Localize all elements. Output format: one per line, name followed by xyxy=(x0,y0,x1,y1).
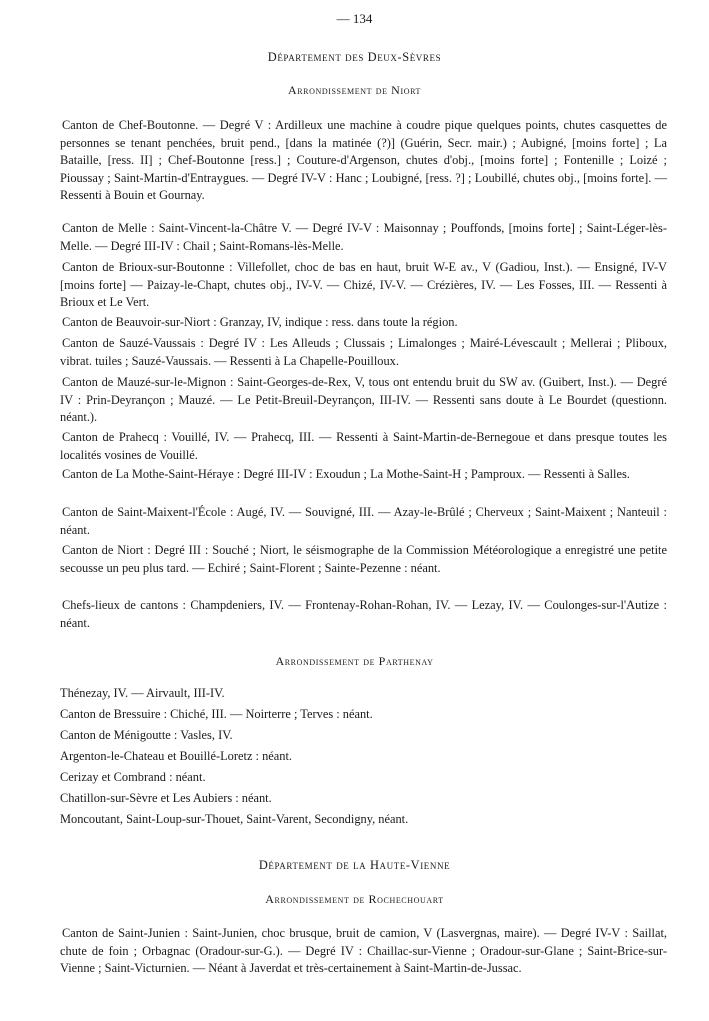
line-menigoutte: Canton de Ménigoutte : Vasles, IV. xyxy=(60,728,233,742)
paragraph-mauze: Canton de Mauzé-sur-le-Mignon : Saint-Georges-de-Rex, V, tous ont entendu bruit du SW av. (Guibert, Inst.). — Degré IV : Prin-Deyrançon ; Mauzé. — Le Petit-Breuil-Deyrançon, III-IV. — Ressenti sans doute à Le Bourdet (questionn. néant.). xyxy=(60,375,667,425)
department-heading-haute-vienne: Département de la Haute-Vienne xyxy=(258,858,451,872)
paragraph-brioux: Canton de Brioux-sur-Boutonne : Villefollet, choc de bas en haut, bruit W-E av., V (Gadiou, Inst.). — Ensigné, IV-V [moins forte] — Paizay-le-Chapt, chutes obj., IV-V. — Chizé, IV-V. — Crézières, IV. — Les Fosses, III. — Ressenti à Brioux et Le Vert. xyxy=(60,260,667,310)
paragraph-melle: Canton de Melle : Saint-Vincent-la-Châtre V. — Degré IV-V : Maisonnay ; Pouffonds, [moins forte] ; Saint-Léger-lès-Melle. — Degré III-IV : Chail ; Saint-Romans-lès-Melle. xyxy=(60,221,667,253)
paragraph-la-mothe: Canton de La Mothe-Saint-Héraye : Degré III-IV : Exoudun ; La Mothe-Saint-H ; Pamproux. — Ressenti à Salles. xyxy=(62,467,630,481)
arrondissement-heading-niort: Arrondissement de Niort xyxy=(287,83,422,97)
paragraph-chefs-lieux: Chefs-lieux de cantons : Champdeniers, IV. — Frontenay-Rohan-Rohan, IV. — Lezay, IV. — Coulonges-sur-l'Autize : néant. xyxy=(60,598,667,630)
paragraph-prahecq: Canton de Prahecq : Vouillé, IV. — Prahecq, III. — Ressenti à Saint-Martin-de-Bernegoue et dans presque toutes les localités vosines de Vouillé. xyxy=(60,430,667,462)
paragraph-beauvoir: Canton de Beauvoir-sur-Niort : Granzay, IV, indique : ress. dans toute la région. xyxy=(62,315,458,329)
paragraph-sauze-vaussais: Canton de Sauzé-Vaussais : Degré IV : Les Alleuds ; Clussais ; Limalonges ; Mairé-Lévescault ; Mellerai ; Pliboux, vibrat. tuiles ; Sauzé-Vaussais. — Ressenti à La Chapelle-Pouilloux. xyxy=(60,336,667,368)
arrondissement-heading-parthenay: Arrondissement de Parthenay xyxy=(275,654,434,668)
line-argenton: Argenton-le-Chateau et Bouillé-Loretz : néant. xyxy=(60,749,293,763)
paragraph-saint-maixent: Canton de Saint-Maixent-l'École : Augé, IV. — Souvigné, III. — Azay-le-Brûlé ; Cherveux ; Saint-Maixent ; Nanteuil : néant. xyxy=(60,505,667,537)
line-bressuire: Canton de Bressuire : Chiché, III. — Noirterre ; Terves : néant. xyxy=(60,707,373,721)
paragraph-niort: Canton de Niort : Degré III : Souché ; Niort, le séismographe de la Commission Météorologique a enregistré une petite secousse un peu plus tard. — Echiré ; Saint-Florent ; Sainte-Pezenne : néant. xyxy=(60,543,667,575)
paragraph-chef-boutonne: Canton de Chef-Boutonne. — Degré V : Ardilleux une machine à coudre pique quelques points, chutes casquettes de personnes se tenant penchées, bruit pend., [dans la matinée (?)] (Guérin, Secr. mair.) ; Aubigné, [moins forte] ; La Bataille, [ress. II] ; Chef-Boutonne [ress.] ; Couture-d'Argenson, chutes d'obj., [moins forte] ; Fontenille ; Loizé ; Pioussay ; Saint-Martin-d'Entraygues. — Degré IV-V : Hanc ; Loubigné, [ress. ?] ; Loubillé, chutes obj., [moins forte]. — Ressenti à Bouin et Gournay. xyxy=(60,118,667,203)
arrondissement-heading-rochechouart: Arrondissement de Rochechouart xyxy=(265,892,444,906)
line-cerizay: Cerizay et Combrand : néant. xyxy=(60,770,206,784)
line-moncoutant: Moncoutant, Saint-Loup-sur-Thouet, Saint-Varent, Secondigny, néant. xyxy=(60,812,409,826)
page-number: — 134 xyxy=(336,11,373,26)
paragraph-saint-junien: Canton de Saint-Junien : Saint-Junien, choc brusque, bruit de camion, V (Lasvergnas, maire). — Degré IV-V : Saillat, chute de foin ; Orbagnac (Oradour-sur-G.). — Degré IV : Chaillac-sur-Vienne ; Oradour-sur-Glane ; Saint-Brice-sur-Vienne ; Saint-Victurnien. — Néant à Javerdat et très-certainement à Saint-Martin-de-Jussac. xyxy=(60,926,667,976)
department-heading-deux-sevres: Département des Deux-Sèvres xyxy=(267,50,442,64)
line-chatillon: Chatillon-sur-Sèvre et Les Aubiers : néant. xyxy=(60,791,272,805)
line-thenezay: Thénezay, IV. — Airvault, III-IV. xyxy=(60,686,225,700)
